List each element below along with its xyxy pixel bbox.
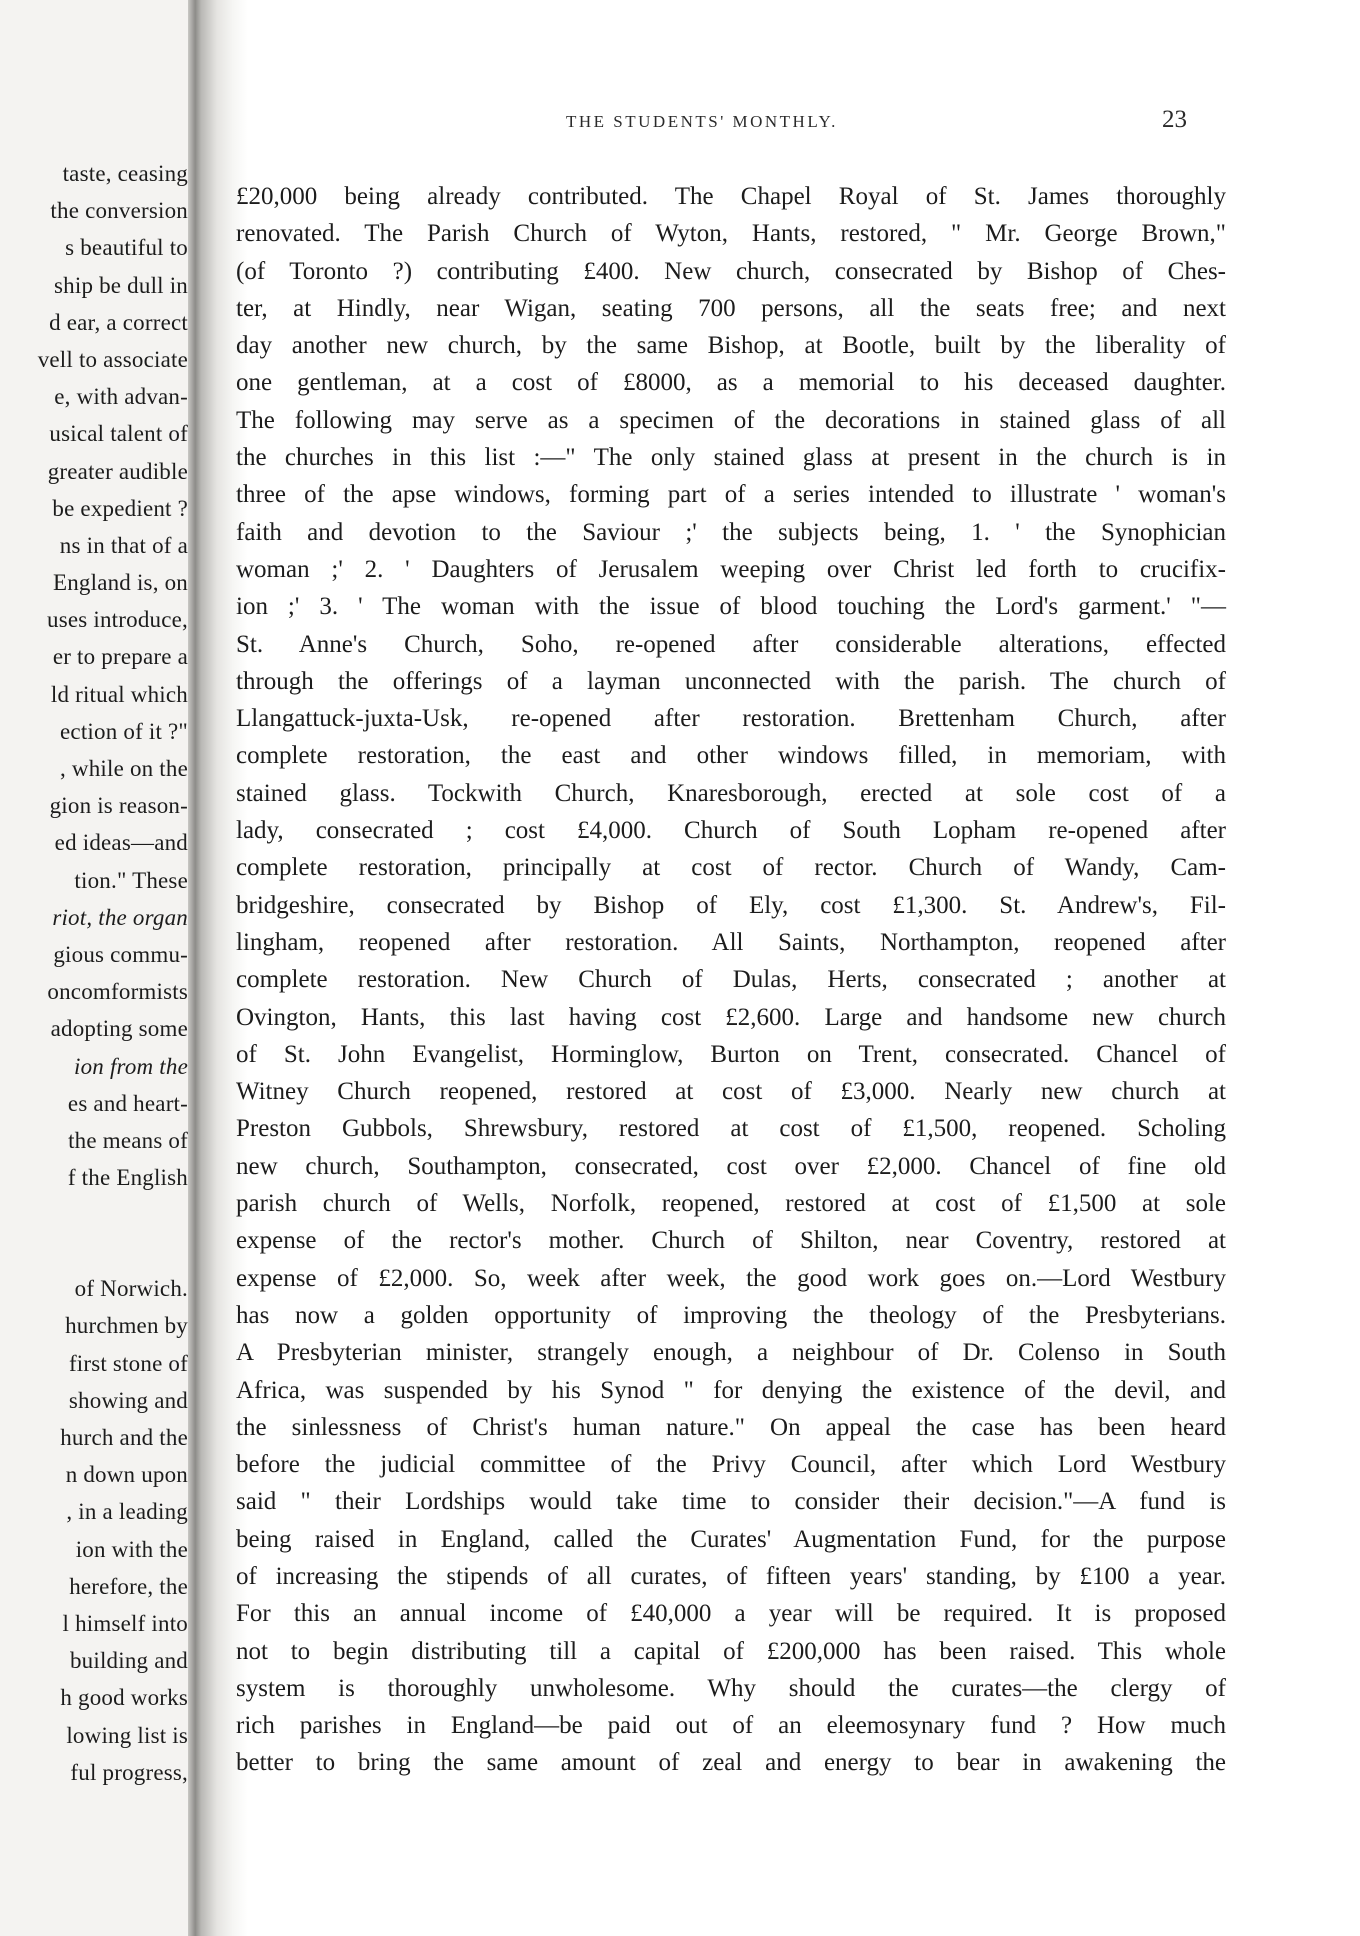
left-line: l himself into bbox=[62, 1610, 188, 1636]
left-line: f the English bbox=[67, 1165, 188, 1191]
left-line: uses introduce, bbox=[47, 607, 188, 633]
body-line: A Presbyterian minister, strangely enough, a neighbour of Dr. Colenso in South bbox=[236, 1339, 1226, 1367]
body-line: not to begin distributing till a capital of £200,000 has been raised. This whole bbox=[236, 1637, 1226, 1665]
left-line: ion from the bbox=[74, 1053, 188, 1079]
running-head bbox=[248, 106, 1360, 146]
left-line: , in a leading bbox=[66, 1499, 188, 1525]
body-line: Preston Gubbols, Shrewsbury, restored at cost of £1,500, reopened. Scholing bbox=[236, 1115, 1226, 1143]
left-line: England is, on bbox=[52, 570, 188, 596]
left-line: e, with advan- bbox=[54, 384, 188, 410]
left-line: gious commu- bbox=[53, 941, 188, 967]
body-line: faith and devotion to the Saviour ;' the subjects being, 1. ' the Synophician bbox=[236, 518, 1226, 546]
body-line: better to bring the same amount of zeal and energy to bear in awakening the bbox=[236, 1749, 1226, 1777]
body-line: before the judicial committee of the Privy Council, after which Lord Westbury bbox=[236, 1451, 1226, 1479]
left-line: first stone of bbox=[68, 1350, 188, 1376]
left-line: adopting some bbox=[50, 1016, 188, 1042]
left-line: gion is reason- bbox=[49, 793, 188, 819]
body-line: through the offerings of a layman unconnected with the parish. The church of bbox=[236, 667, 1226, 695]
body-line: Witney Church reopened, restored at cost of £3,000. Nearly new church at bbox=[236, 1078, 1226, 1106]
body-line: ion ;' 3. ' The woman with the issue of blood touching the Lord's garment.' "— bbox=[236, 593, 1226, 621]
left-paragraph-gap bbox=[0, 1196, 188, 1270]
body-line: of increasing the stipends of all curates, of fifteen years' standing, by £100 a year. bbox=[236, 1562, 1226, 1590]
left-line: ns in that of a bbox=[59, 532, 188, 558]
left-line: ship be dull in bbox=[54, 272, 188, 298]
body-line: Ovington, Hants, this last having cost £2,600. Large and handsome new church bbox=[236, 1003, 1226, 1031]
left-line: showing and bbox=[68, 1387, 188, 1413]
body-line: rich parishes in England—be paid out of an eleemosynary fund ? How much bbox=[236, 1712, 1226, 1740]
body-line: one gentleman, at a cost of £8000, as a memorial to his deceased daughter. bbox=[236, 369, 1226, 397]
body-line: expense of the rector's mother. Church of Shilton, near Coventry, restored at bbox=[236, 1227, 1226, 1255]
body-line: complete restoration, the east and other windows filled, in memoriam, with bbox=[236, 742, 1226, 770]
body-line: woman ;' 2. ' Daughters of Jerusalem weeping over Christ led forth to crucifix- bbox=[236, 555, 1226, 583]
left-line: ld ritual which bbox=[50, 681, 188, 707]
body-line: stained glass. Tockwith Church, Knaresborough, erected at sole cost of a bbox=[236, 779, 1226, 807]
left-line: , while on the bbox=[60, 756, 188, 781]
body-line: St. Anne's Church, Soho, re-opened after considerable alterations, effected bbox=[236, 630, 1226, 658]
main-page bbox=[236, 0, 1360, 1936]
left-line: ection of it ?" bbox=[60, 718, 188, 744]
left-line: hurch and the bbox=[60, 1425, 188, 1450]
left-line: ful progress, bbox=[70, 1759, 188, 1785]
left-line: h good works bbox=[60, 1685, 188, 1711]
running-title: THE STUDENTS' MONTHLY. bbox=[566, 112, 838, 131]
left-line: taste, ceasing bbox=[62, 161, 188, 186]
left-line: of Norwich. bbox=[74, 1276, 188, 1302]
body-line: ter, at Hindly, near Wigan, seating 700 persons, all the seats free; and next bbox=[236, 294, 1226, 322]
left-line: ion with the bbox=[75, 1536, 188, 1562]
body-line: The following may serve as a specimen of the decorations in stained glass of all bbox=[236, 406, 1226, 434]
left-line: s beautiful to bbox=[65, 235, 188, 261]
body-line: said " their Lordships would take time to consider their decision."—A fund is bbox=[236, 1488, 1226, 1516]
body-line: bridgeshire, consecrated by Bishop of Ely, cost £1,300. St. Andrew's, Fil- bbox=[236, 891, 1226, 919]
left-line: be expedient ? bbox=[52, 495, 188, 521]
body-line: complete restoration. New Church of Dulas, Herts, consecrated ; another at bbox=[236, 966, 1226, 994]
body-line: Africa, was suspended by his Synod " for denying the existence of the devil, and bbox=[236, 1376, 1226, 1404]
body-line: the churches in this list :—" The only stained glass at present in the church is in bbox=[236, 444, 1226, 472]
left-line: building and bbox=[69, 1648, 188, 1674]
left-page-text bbox=[0, 155, 188, 1791]
left-line: ed ideas—and bbox=[54, 830, 188, 856]
left-line: greater audible bbox=[47, 458, 188, 484]
left-line: tion." These bbox=[74, 867, 188, 893]
body-line: £20,000 being already contributed. The Chapel Royal of St. James thoroughly bbox=[236, 183, 1226, 210]
body-line: parish church of Wells, Norfolk, reopened, restored at cost of £1,500 at sole bbox=[236, 1190, 1226, 1218]
left-line: er to prepare a bbox=[52, 644, 188, 670]
left-line: usical talent of bbox=[49, 421, 188, 447]
body-line: renovated. The Parish Church of Wyton, Hants, restored, " Mr. George Brown," bbox=[236, 220, 1226, 248]
body-line: (of Toronto ?) contributing £400. New church, consecrated by Bishop of Ches- bbox=[236, 257, 1226, 285]
body-line: expense of £2,000. So, week after week, the good work goes on.—Lord Westbury bbox=[236, 1264, 1226, 1292]
left-facing-page bbox=[0, 0, 205, 1936]
page-number: 23 bbox=[1162, 106, 1187, 133]
body-line: has now a golden opportunity of improving the theology of the Presbyterians. bbox=[236, 1301, 1226, 1329]
left-line: the conversion bbox=[50, 198, 188, 224]
body-line: system is thoroughly unwholesome. Why should the curates—the clergy of bbox=[236, 1674, 1226, 1702]
body-line: of St. John Evangelist, Horminglow, Burton on Trent, consecrated. Chancel of bbox=[236, 1040, 1226, 1068]
left-line: riot, the organ bbox=[52, 904, 188, 930]
left-line: herefore, the bbox=[69, 1573, 188, 1599]
body-line: lingham, reopened after restoration. All Saints, Northampton, reopened after bbox=[236, 928, 1226, 956]
body-line: lady, consecrated ; cost £4,000. Church of South Lopham re-opened after bbox=[236, 817, 1226, 845]
left-line: n down upon bbox=[65, 1462, 188, 1488]
body-line: For this an annual income of £40,000 a year will be required. It is proposed bbox=[236, 1600, 1226, 1628]
body-line: day another new church, by the same Bishop, at Bootle, built by the liberality of bbox=[236, 332, 1226, 360]
left-line: lowing list is bbox=[66, 1722, 188, 1748]
body-line: complete restoration, principally at cost of rector. Church of Wandy, Cam- bbox=[236, 854, 1226, 882]
body-line: new church, Southampton, consecrated, cost over £2,000. Chancel of fine old bbox=[236, 1152, 1226, 1180]
body-line: Llangattuck-juxta-Usk, re-opened after restoration. Brettenham Church, after bbox=[236, 705, 1226, 733]
body-line: being raised in England, called the Curates' Augmentation Fund, for the purpose bbox=[236, 1525, 1226, 1553]
body-text bbox=[236, 178, 1226, 1782]
left-line: the means of bbox=[68, 1127, 188, 1153]
body-line: three of the apse windows, forming part of a series intended to illustrate ' woman's bbox=[236, 481, 1226, 509]
left-line: es and heart- bbox=[67, 1090, 188, 1116]
left-line: hurchmen by bbox=[65, 1313, 188, 1339]
left-line: d ear, a correct bbox=[49, 309, 188, 335]
left-line: vell to associate bbox=[37, 346, 188, 372]
left-line: oncomformists bbox=[47, 979, 188, 1005]
body-line: the sinlessness of Christ's human nature." On appeal the case has been heard bbox=[236, 1413, 1226, 1441]
